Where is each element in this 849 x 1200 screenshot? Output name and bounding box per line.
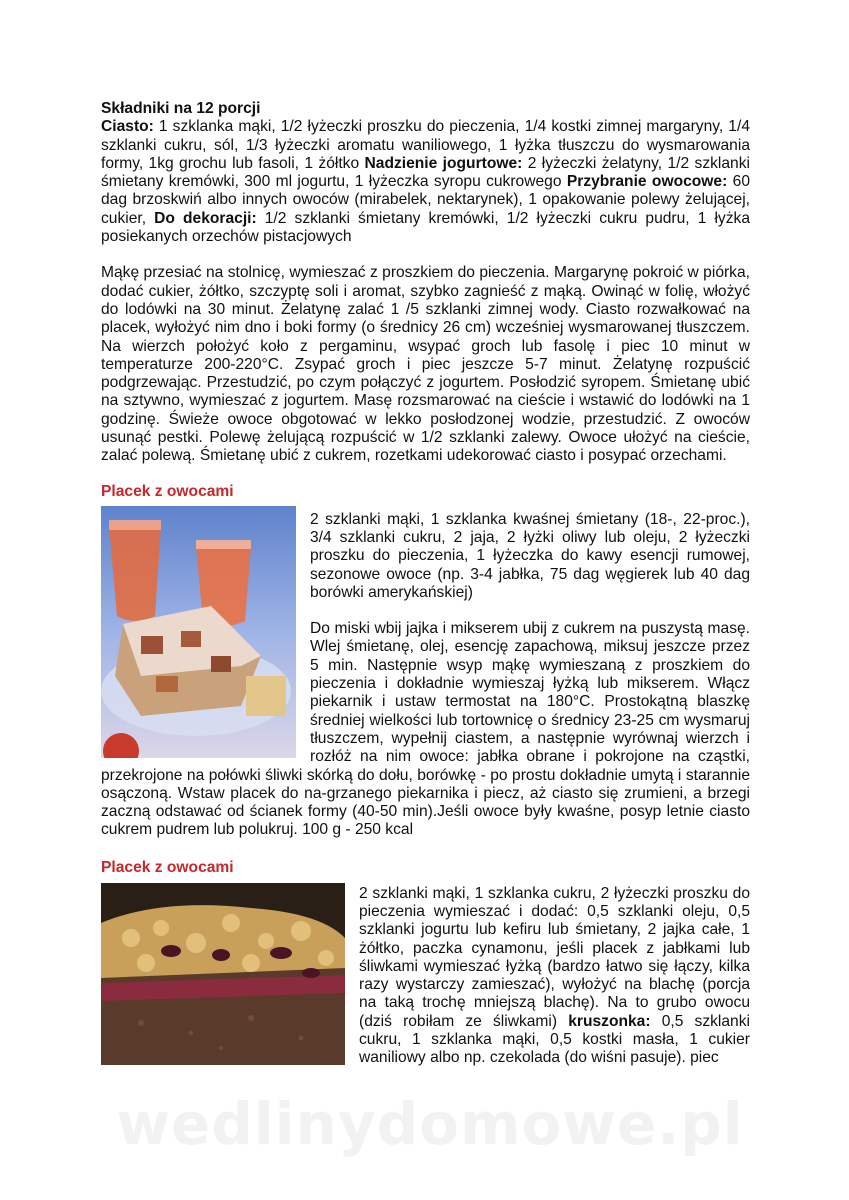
ingredient-label-decoration: Do dekoracji: [154,209,257,227]
cake-photo-1 [101,506,296,758]
ingredient-text-filling: 2 łyżeczki żelatyny, 1/2 szklanki śmietany kremówki, 300 ml jogurtu, 1 łyżeczka syropu cukrowego [101,154,750,191]
ingredient-text-decoration: 1/2 szklanki śmietany kremówki, 1/2 łyżeczki cukru pudru, 1 łyżka posiekanych orzechów pistacjowych [101,209,750,246]
recipe3-section [101,877,750,1068]
recipe2-ingredients: 2 szklanki mąki, 1 szklanka kwaśnej śmietany (18-, 22-proc.), 3/4 szklanki cukru, 2 jaja, 2 łyżki oliwy lub oleju, 2 łyżeczki proszku do pieczenia, 1 łyżeczka do kawy esencji rumowej, sezonowe owoce (np. 3-4 jabłka, 75 dag węgierek lub 40 dag borówki amerykańskiej) [310,510,750,601]
recipe3-title: Placek z owocami [101,858,234,876]
recipe3-text-after: 0,5 szklanki cukru, 1 szklanka mąki, 0,5 kostki masła, 1 cukier waniliowy albo np. czekolada (do wiśni pasuje). piec [359,1012,750,1067]
recipe1-instructions: Mąkę przesiać na stolnicę, wymieszać z proszkiem do pieczenia. Margarynę pokroić w piórka, dodać cukier, żółtko, szczyptę soli i aromat, szybko zagnieść z mąką. Owinąć w folię, włożyć do lodówki na 30 minut. Żelatynę zalać 1 /5 szklanki zimnej wody. Ciasto rozwałkować na placek, wyłożyć nim dno i boki formy (o średnicy 26 cm) wcześniej wysmarowanej tłuszczem. Na wierzch położyć koło z pergaminu, wsypać groch lub fasolę i piec 10 minut w temperaturze 200-220°C. Zsypać groch i piec jeszcze 5-7 minut. Żelatynę rozpuścić podgrzewając. Przestudzić, po czym połączyć z jogurtem. Posłodzić syropem. Śmietanę ubić na sztywno, wymieszać z jogurtem. Masę rozsmarować na cieście i wstawić do lodówki na 1 godzinę. Świeże owoce obgotować w lekko posłodzonej wodzie, przestudzić. Z owoców usunąć pestki. Polewę żelującą rozpuścić w 1/2 szklanki zalewy. Owoce ułożyć na cieście, zalać polewą. Śmietanę ubić z cukrem, rozetkami udekorować ciasto i posypać orzechami. [101,264,750,465]
recipe2-instructions: Do miski wbij jajka i mikserem ubij z cukrem na puszystą masę. Wlej śmietanę, olej, esencję zapachową, miksuj jeszcze przez 5 min. Następnie wsyp mąkę wymieszaną z proszkiem do pieczenia i dokładnie wymieszaj łyżką lub mikserem. Włącz piekarnik i ustaw termostat na 180°C. Prostokątną blaszkę średniej wielkości lub tortownicę o średnicy 23-25 cm wysmaruj tłuszczem, wypełnij ciastem, a następnie wyrównaj wierzch i rozłóż na nim owoce: jabłka obrane i pokrojone na cząstki, przekrojone na połówki śliwki skórką do dołu, borówkę - po prostu dokładnie umytą i starannie osączoną. Wstaw placek do na-grzanego piekarnika i piecz, aż ciasto się zrumieni, a brzegi zaczną odstawać od ścianek formy (40-50 min).Jeśli owoce były kwaśne, posyp letnie ciasto cukrem pudrem lub polukruj. 100 g - 250 kcal [101,620,750,839]
ingredient-text-fruit: 60 dag brzoskwiń albo innych owoców (mirabelek, nektarynek), 1 opakowanie polewy żelującej, cukier, [101,173,750,227]
recipe3-text-before: 2 szklanki mąki, 1 szklanka cukru, 2 łyżeczki proszku do pieczenia wymieszać i dodać: 0,5 szklanki oleju, 0,5 szklanki jogurtu lub kefiru lub śmietany, 2 jajka całe, 1 żółtko, paczka cynamonu, jeśli placek z jabłkami lub śliwkami wymieszać łyżką (bardzo łatwo się łączy, kilka razy wystarczy zamieszać), wyłożyć na blachę (porcja na taką trochę mniejszą blachę). Na to grubo owocu (dziś robiłam ze śliwkami) [359,884,750,1030]
crumble-cake-image [101,883,345,1065]
ingredient-label-filling: Nadzienie jogurtowe: [364,154,523,172]
recipe1-ingredients [101,118,750,246]
cake-photo-2 [101,883,345,1065]
cake-with-glasses-image [101,506,296,758]
document-page [101,100,750,1071]
recipe2-title: Placek z owocami [101,482,234,500]
ingredient-label-dough: Ciasto: [101,118,154,136]
recipe3-label-crumble: kruszonka: [568,1012,651,1030]
recipe2-section [101,501,750,840]
ingredient-text-dough: 1 szklanka mąki, 1/2 łyżeczki proszku do pieczenia, 1/4 kostki zimnej margaryny, 1/4 szklanki cukru, sól, 1/3 łyżeczki aromatu waniliowego, 1 łyżka tłuszczu do wysmarowania formy, 1kg grochu lub fasoli, 1 żółtko [101,118,750,172]
watermark: wedlinydomowe.pl [116,1090,744,1158]
recipe1-title: Składniki na 12 porcji [101,100,261,117]
ingredient-label-fruit: Przybranie owocowe: [566,173,728,191]
